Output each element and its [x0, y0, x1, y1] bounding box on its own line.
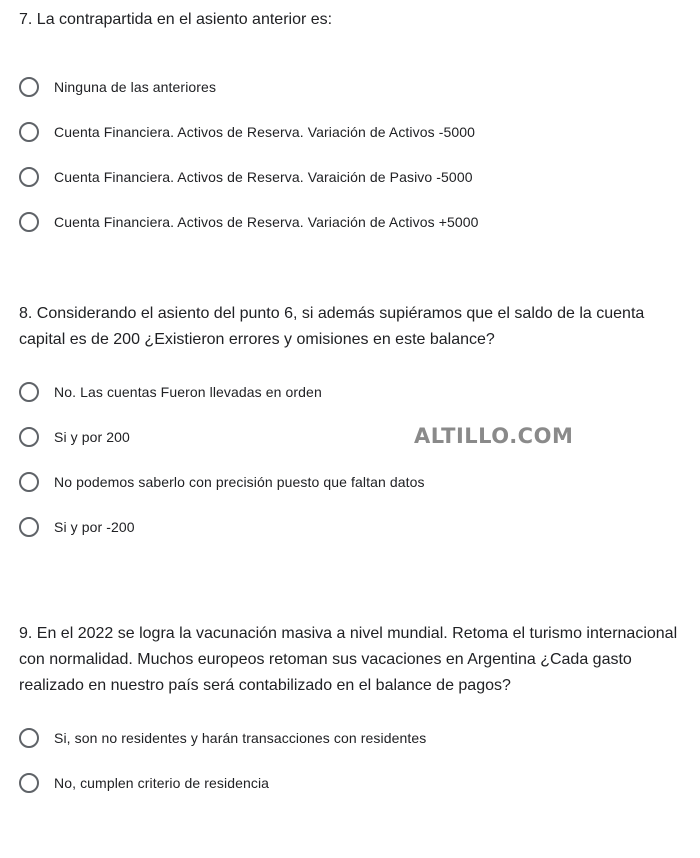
question-title: 9. En el 2022 se logra la vacunación masiva a nivel mundial. Retoma el turismo internacional con normalidad. Muchos europeos retoman sus vacaciones en Argentina ¿Cada gasto realizado en nuestro país será contabilizado en el balance de pagos? — [19, 625, 678, 694]
radio-option[interactable] — [19, 470, 425, 494]
option-label: No, cumplen criterio de residencia — [54, 775, 270, 791]
option-label: Si y por 200 — [54, 429, 130, 445]
radio-option[interactable] — [19, 165, 473, 189]
option-label: No podemos saberlo con precisión puesto que faltan datos — [54, 474, 425, 490]
radio-button-icon[interactable] — [19, 382, 39, 402]
question-9 — [19, 621, 683, 791]
question-7 — [19, 7, 683, 230]
watermark-text: ALTILLO.COM — [414, 424, 574, 448]
radio-option[interactable] — [19, 120, 475, 144]
radio-option[interactable] — [19, 726, 426, 750]
option-label: Ninguna de las anteriores — [54, 79, 217, 95]
radio-option[interactable] — [19, 75, 216, 99]
radio-button-icon[interactable] — [19, 427, 39, 447]
option-label: Si y por -200 — [54, 519, 135, 535]
radio-button-icon[interactable] — [19, 728, 39, 748]
radio-option[interactable] — [19, 771, 269, 795]
radio-button-icon[interactable] — [19, 167, 39, 187]
radio-button-icon[interactable] — [19, 212, 39, 232]
option-label: Cuenta Financiera. Activos de Reserva. Variación de Activos -5000 — [54, 124, 476, 140]
radio-button-icon[interactable] — [19, 517, 39, 537]
radio-option[interactable] — [19, 210, 479, 234]
radio-button-icon[interactable] — [19, 77, 39, 97]
option-label: Si, son no residentes y harán transacciones con residentes — [54, 730, 427, 746]
radio-button-icon[interactable] — [19, 773, 39, 793]
option-label: No. Las cuentas Fueron llevadas en orden — [54, 384, 322, 400]
question-title: 7. La contrapartida en el asiento anterior es: — [19, 11, 333, 28]
option-label: Cuenta Financiera. Activos de Reserva. Variación de Activos +5000 — [54, 214, 479, 230]
radio-button-icon[interactable] — [19, 472, 39, 492]
question-title: 8. Considerando el asiento del punto 6, si además supiéramos que el saldo de la cuenta capital es de 200 ¿Existieron errores y omisiones en este balance? — [19, 305, 645, 348]
radio-option[interactable] — [19, 425, 130, 449]
radio-option[interactable] — [19, 380, 322, 404]
option-label: Cuenta Financiera. Activos de Reserva. Varaición de Pasivo -5000 — [54, 169, 473, 185]
radio-option[interactable] — [19, 515, 135, 539]
radio-button-icon[interactable] — [19, 122, 39, 142]
